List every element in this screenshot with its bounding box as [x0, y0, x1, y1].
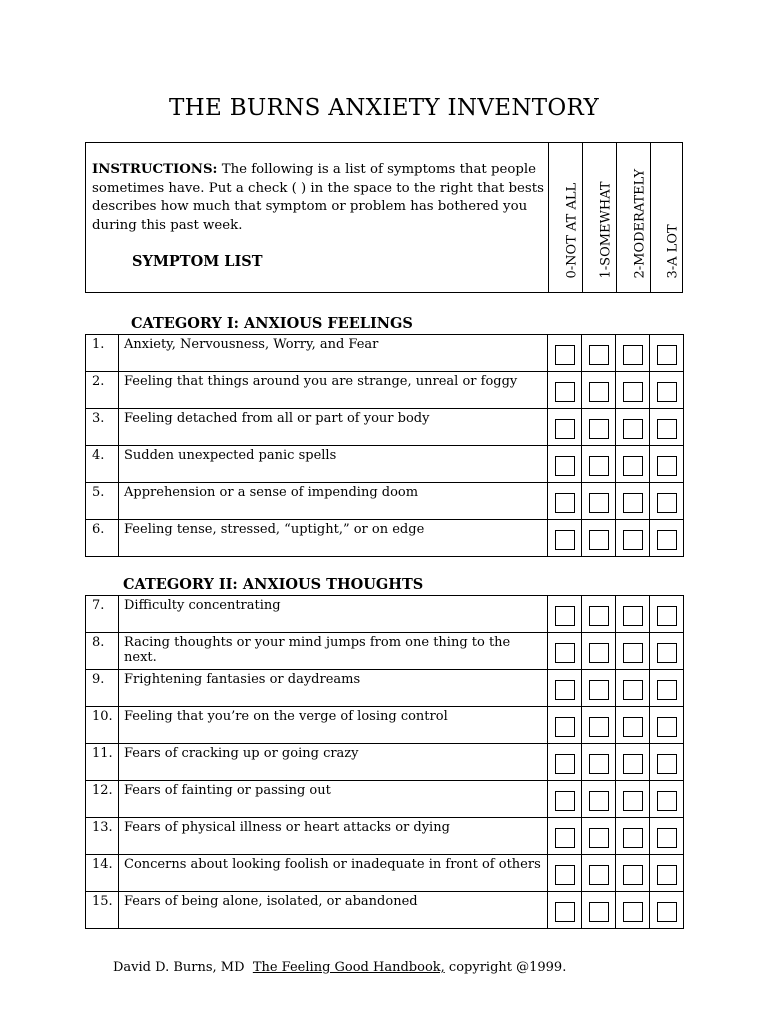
rating-checkbox-1[interactable] — [589, 382, 609, 402]
rating-checkbox-2[interactable] — [623, 382, 643, 402]
rating-checkbox-3[interactable] — [657, 902, 677, 922]
rating-checkbox-2[interactable] — [623, 493, 643, 513]
rating-checkbox-0[interactable] — [555, 828, 575, 848]
rating-checkbox-2[interactable] — [623, 419, 643, 439]
rating-checkbox-1[interactable] — [589, 791, 609, 811]
table-row — [86, 483, 684, 520]
page-title: THE BURNS ANXIETY INVENTORY — [169, 95, 599, 121]
item-text: Fears of being alone, isolated, or abandoned — [119, 892, 548, 929]
rating-cell — [616, 409, 650, 446]
rating-cell — [616, 483, 650, 520]
rating-checkbox-0[interactable] — [555, 493, 575, 513]
item-number: 11. — [86, 744, 119, 781]
item-text: Fears of cracking up or going crazy — [119, 744, 548, 781]
item-number: 6. — [86, 520, 119, 557]
rating-checkbox-1[interactable] — [589, 345, 609, 365]
rating-cell — [616, 818, 650, 855]
rating-cell — [616, 707, 650, 744]
rating-cell — [650, 520, 684, 557]
rating-cell — [616, 855, 650, 892]
rating-cell — [650, 855, 684, 892]
rating-cell — [616, 372, 650, 409]
rating-cell — [548, 335, 582, 372]
item-text: Frightening fantasies or daydreams — [119, 670, 548, 707]
item-number: 12. — [86, 781, 119, 818]
rating-cell — [616, 520, 650, 557]
table-row — [86, 781, 684, 818]
rating-cell — [650, 744, 684, 781]
rating-checkbox-1[interactable] — [589, 865, 609, 885]
category-1-table — [85, 334, 684, 557]
instructions-text: The following is a list of symptoms that people sometimes have. Put a check ( ) in the space to the right that bests describes how much that symptom or problem has bothered you during this past week. — [92, 162, 544, 233]
rating-checkbox-0[interactable] — [555, 419, 575, 439]
instructions — [92, 161, 547, 235]
rating-checkbox-3[interactable] — [657, 606, 677, 626]
rating-cell — [582, 596, 616, 633]
item-text: Feeling tense, stressed, “uptight,” or on edge — [119, 520, 548, 557]
table-row — [86, 372, 684, 409]
rating-checkbox-3[interactable] — [657, 865, 677, 885]
rating-cell — [650, 818, 684, 855]
rating-checkbox-2[interactable] — [623, 717, 643, 737]
rating-checkbox-0[interactable] — [555, 643, 575, 663]
rating-checkbox-1[interactable] — [589, 643, 609, 663]
item-text: Concerns about looking foolish or inadequate in front of others — [119, 855, 548, 892]
item-number: 4. — [86, 446, 119, 483]
rating-cell — [616, 446, 650, 483]
rating-checkbox-2[interactable] — [623, 865, 643, 885]
table-row — [86, 707, 684, 744]
rating-cell — [650, 707, 684, 744]
table-row — [86, 855, 684, 892]
rating-checkbox-1[interactable] — [589, 754, 609, 774]
item-number: 2. — [86, 372, 119, 409]
rating-header-0: 0-NOT AT ALL — [548, 143, 582, 292]
rating-checkbox-1[interactable] — [589, 456, 609, 476]
item-text: Fears of physical illness or heart attacks or dying — [119, 818, 548, 855]
rating-cell — [582, 707, 616, 744]
rating-cell — [548, 483, 582, 520]
rating-cell — [582, 335, 616, 372]
rating-checkbox-2[interactable] — [623, 606, 643, 626]
rating-cell — [616, 633, 650, 670]
table-row — [86, 409, 684, 446]
rating-header-1: 1-SOMEWHAT — [582, 143, 616, 292]
footer-copyright: copyright @1999. — [448, 960, 567, 975]
rating-cell — [582, 818, 616, 855]
rating-checkbox-3[interactable] — [657, 643, 677, 663]
rating-checkbox-1[interactable] — [589, 717, 609, 737]
item-number: 1. — [86, 335, 119, 372]
rating-cell — [582, 670, 616, 707]
item-number: 13. — [86, 818, 119, 855]
category-title: CATEGORY II: ANXIOUS THOUGHTS — [123, 576, 424, 593]
rating-checkbox-0[interactable] — [555, 717, 575, 737]
item-number: 10. — [86, 707, 119, 744]
rating-cell — [548, 781, 582, 818]
rating-cell — [650, 596, 684, 633]
rating-cell — [616, 781, 650, 818]
rating-cell — [582, 520, 616, 557]
rating-checkbox-3[interactable] — [657, 456, 677, 476]
item-text: Racing thoughts or your mind jumps from one thing to the next. — [119, 633, 548, 670]
rating-cell — [650, 483, 684, 520]
rating-cell — [650, 446, 684, 483]
rating-cell — [616, 670, 650, 707]
rating-checkbox-0[interactable] — [555, 902, 575, 922]
rating-checkbox-0[interactable] — [555, 382, 575, 402]
rating-checkbox-2[interactable] — [623, 530, 643, 550]
rating-cell — [582, 855, 616, 892]
rating-cell — [650, 372, 684, 409]
table-row — [86, 892, 684, 929]
rating-cell — [650, 409, 684, 446]
rating-checkbox-3[interactable] — [657, 493, 677, 513]
rating-cell — [582, 633, 616, 670]
instructions-header — [85, 142, 683, 293]
item-text: Anxiety, Nervousness, Worry, and Fear — [119, 335, 548, 372]
item-number: 5. — [86, 483, 119, 520]
symptom-list-label: SYMPTOM LIST — [132, 253, 263, 270]
rating-cell — [548, 707, 582, 744]
rating-checkbox-1[interactable] — [589, 530, 609, 550]
rating-cell — [582, 892, 616, 929]
instructions-label: INSTRUCTIONS: — [92, 162, 218, 177]
rating-checkbox-3[interactable] — [657, 680, 677, 700]
rating-checkbox-0[interactable] — [555, 606, 575, 626]
table-row — [86, 520, 684, 557]
rating-checkbox-1[interactable] — [589, 493, 609, 513]
item-number: 8. — [86, 633, 119, 670]
rating-checkbox-2[interactable] — [623, 643, 643, 663]
rating-checkbox-3[interactable] — [657, 530, 677, 550]
rating-checkbox-2[interactable] — [623, 680, 643, 700]
footer-book: The Feeling Good Handbook, — [252, 960, 445, 975]
item-text: Feeling detached from all or part of your body — [119, 409, 548, 446]
table-row — [86, 335, 684, 372]
rating-cell — [650, 892, 684, 929]
rating-cell — [548, 633, 582, 670]
rating-checkbox-0[interactable] — [555, 456, 575, 476]
rating-cell — [582, 372, 616, 409]
rating-cell — [548, 596, 582, 633]
table-row — [86, 744, 684, 781]
rating-cell — [616, 335, 650, 372]
item-number: 7. — [86, 596, 119, 633]
rating-checkbox-3[interactable] — [657, 419, 677, 439]
rating-checkbox-0[interactable] — [555, 865, 575, 885]
rating-checkbox-2[interactable] — [623, 828, 643, 848]
item-text: Difficulty concentrating — [119, 596, 548, 633]
rating-checkbox-3[interactable] — [657, 717, 677, 737]
rating-checkbox-3[interactable] — [657, 345, 677, 365]
rating-checkbox-2[interactable] — [623, 345, 643, 365]
rating-checkbox-3[interactable] — [657, 828, 677, 848]
rating-cell — [548, 855, 582, 892]
rating-cell — [582, 744, 616, 781]
rating-checkbox-1[interactable] — [589, 902, 609, 922]
rating-cell — [616, 892, 650, 929]
rating-checkbox-2[interactable] — [623, 754, 643, 774]
rating-checkbox-2[interactable] — [623, 456, 643, 476]
rating-checkbox-0[interactable] — [555, 754, 575, 774]
rating-cell — [650, 781, 684, 818]
footer-citation — [113, 960, 566, 975]
table-row — [86, 596, 684, 633]
rating-cell — [582, 483, 616, 520]
rating-cell — [548, 892, 582, 929]
item-number: 9. — [86, 670, 119, 707]
rating-checkbox-0[interactable] — [555, 345, 575, 365]
rating-checkbox-1[interactable] — [589, 419, 609, 439]
rating-checkbox-1[interactable] — [589, 680, 609, 700]
rating-checkbox-3[interactable] — [657, 382, 677, 402]
rating-checkbox-2[interactable] — [623, 902, 643, 922]
rating-checkbox-2[interactable] — [623, 791, 643, 811]
item-number: 14. — [86, 855, 119, 892]
footer-author: David D. Burns, MD — [113, 960, 245, 975]
category-2-table — [85, 595, 684, 929]
rating-checkbox-0[interactable] — [555, 530, 575, 550]
table-row — [86, 670, 684, 707]
rating-checkbox-0[interactable] — [555, 791, 575, 811]
item-number: 3. — [86, 409, 119, 446]
item-text: Sudden unexpected panic spells — [119, 446, 548, 483]
rating-cell — [548, 744, 582, 781]
rating-cell — [650, 335, 684, 372]
rating-cell — [616, 596, 650, 633]
item-text: Feeling that you’re on the verge of losing control — [119, 707, 548, 744]
category-title: CATEGORY I: ANXIOUS FEELINGS — [131, 315, 413, 332]
item-text: Apprehension or a sense of impending doom — [119, 483, 548, 520]
rating-cell — [582, 409, 616, 446]
rating-header-3: 3-A LOT — [650, 143, 683, 292]
rating-checkbox-1[interactable] — [589, 606, 609, 626]
item-number: 15. — [86, 892, 119, 929]
rating-cell — [548, 446, 582, 483]
item-text: Feeling that things around you are strange, unreal or foggy — [119, 372, 548, 409]
rating-cell — [548, 372, 582, 409]
table-row — [86, 633, 684, 670]
table-row — [86, 446, 684, 483]
rating-checkbox-1[interactable] — [589, 828, 609, 848]
rating-cell — [650, 670, 684, 707]
table-row — [86, 818, 684, 855]
rating-cell — [582, 446, 616, 483]
rating-cell — [548, 670, 582, 707]
rating-checkbox-3[interactable] — [657, 791, 677, 811]
rating-cell — [548, 818, 582, 855]
rating-checkbox-0[interactable] — [555, 680, 575, 700]
rating-cell — [650, 633, 684, 670]
rating-cell — [548, 520, 582, 557]
item-text: Fears of fainting or passing out — [119, 781, 548, 818]
rating-cell — [548, 409, 582, 446]
rating-cell — [616, 744, 650, 781]
rating-header-2: 2-MODERATELY — [616, 143, 650, 292]
rating-cell — [582, 781, 616, 818]
rating-checkbox-3[interactable] — [657, 754, 677, 774]
